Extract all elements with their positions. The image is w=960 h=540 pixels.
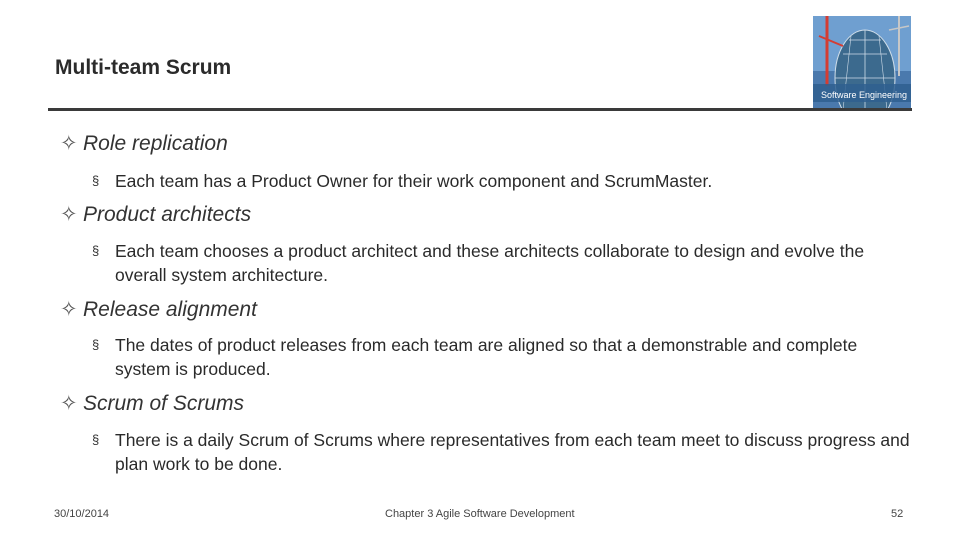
four-point-star-icon: ✧ [60, 203, 78, 226]
sub-bullet [92, 239, 912, 287]
square-bullet-icon: § [92, 173, 100, 188]
bullet-heading-text: Scrum of Scrums [83, 392, 245, 415]
bullet-heading [60, 297, 257, 322]
square-bullet-icon: § [92, 243, 100, 258]
sub-bullet-text: The dates of product releases from each team are aligned so that a demonstrable and complete system is produced. [115, 335, 858, 379]
square-bullet-icon: § [92, 432, 100, 447]
footer-date: 30/10/2014 [54, 508, 110, 520]
sub-bullet-text: There is a daily Scrum of Scrums where representatives from each team meet to discuss progress and plan work to be done. [115, 430, 910, 474]
four-point-star-icon: ✧ [60, 392, 78, 415]
sub-bullet [92, 333, 912, 381]
square-bullet-icon: § [92, 337, 100, 352]
bullet-heading-text: Role replication [83, 132, 228, 155]
bullet-heading [60, 391, 244, 416]
footer-page-number: 52 [891, 508, 904, 520]
bullet-heading-text: Product architects [83, 203, 252, 226]
sub-bullet-text: Each team chooses a product architect and these architects collaborate to design and evolve the overall system architecture. [115, 241, 865, 285]
four-point-star-icon: ✧ [60, 298, 78, 321]
bullet-heading-text: Release alignment [83, 298, 257, 321]
sub-bullet-text: Each team has a Product Owner for their work component and ScrumMaster. [115, 171, 713, 191]
bullet-heading [60, 131, 228, 156]
four-point-star-icon: ✧ [60, 132, 78, 155]
bullet-heading [60, 202, 251, 227]
sub-bullet [92, 428, 912, 476]
footer-chapter: Chapter 3 Agile Software Development [385, 508, 575, 520]
cover-title-text: Software Engineering [821, 90, 908, 100]
slide-title: Multi-team Scrum [55, 56, 232, 79]
sub-bullet [92, 169, 912, 193]
